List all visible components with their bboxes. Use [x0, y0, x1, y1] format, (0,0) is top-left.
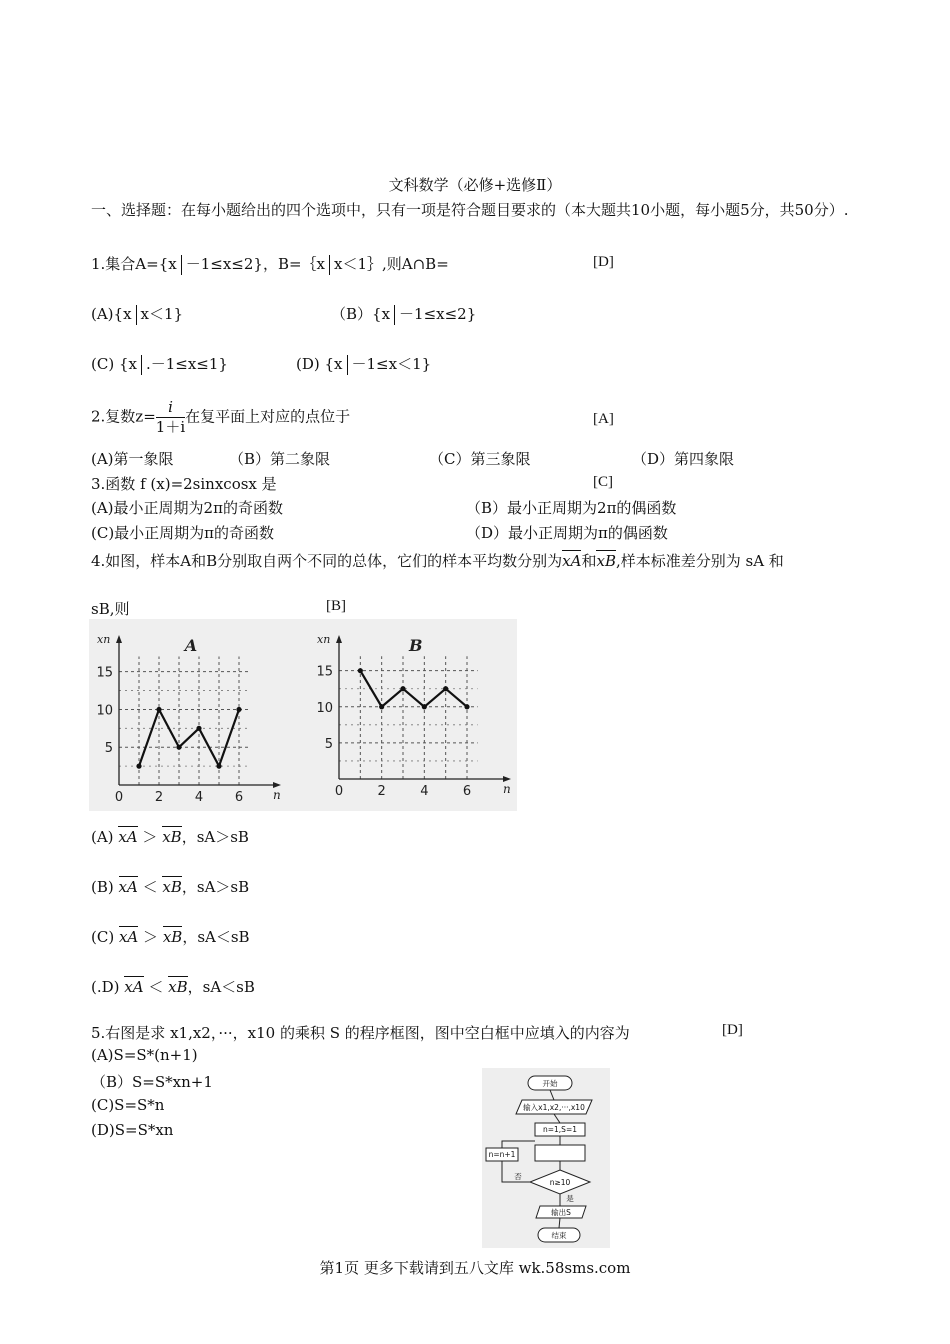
chart-a-y-tick-label: 10 [96, 703, 113, 719]
flow-output-label: 输出S [551, 1208, 571, 1217]
chart-b-y-tick-label: 10 [316, 700, 333, 716]
question-1-option-a: (A){x x＜1} [91, 305, 184, 323]
question-2-option-d: （D）第四象限 [632, 450, 735, 468]
chart-a-y-tick-label: 15 [96, 665, 113, 681]
flow-input-label: 输入x1,x2,···,x10 [523, 1103, 585, 1112]
charts-panel [89, 619, 517, 811]
question-4-option-c: (C) xA ＞ xB，sA＜sB [91, 928, 250, 946]
question-2-answer: [A] [593, 411, 614, 427]
question-2-stem: 2.复数z= $\frac{i}{1+i}$ 在复平面上对应的点位于 [91, 398, 351, 436]
question-4-stem-cont: sB,则 [91, 600, 130, 618]
flowchart-svg [482, 1068, 610, 1248]
flow-start-label: 开始 [542, 1079, 558, 1088]
question-3-option-d: （D）最小正周期为π的偶函数 [466, 524, 668, 542]
chart-b-point [400, 686, 405, 691]
question-3-option-a: (A)最小正周期为2π的奇函数 [91, 499, 283, 517]
page-footer: 第1页 更多下载请到五八文库 wk.58sms.com [319, 1259, 631, 1277]
question-5-stem: 5.右图是求 x1,x2，···，x10 的乘积 S 的程序框图，图中空白框中应填入的内容为 [91, 1024, 630, 1042]
chart-svg [89, 619, 517, 811]
chart-b-point [379, 704, 384, 709]
question-1-option-b: （B）{x －1≤x≤2} [331, 305, 477, 323]
chart-a-x-tick-label: 0 [114, 790, 124, 805]
chart-a-x-tick-label: 6 [234, 790, 244, 805]
chart-a-y-label: xn [97, 633, 111, 646]
question-5-option-b: （B）S=S*xn+1 [91, 1073, 213, 1091]
question-3-option-b: （B）最小正周期为2π的偶函数 [466, 499, 677, 517]
chart-a-point [216, 764, 221, 769]
question-5-option-c: (C)S=S*n [91, 1096, 165, 1114]
chart-a-point [176, 745, 181, 750]
question-2-option-c: （C）第三象限 [429, 450, 531, 468]
flow-increment-label: n=n+1 [488, 1150, 516, 1159]
chart-b-y-tick-label: 5 [324, 736, 333, 752]
question-3-option-c: (C)最小正周期为π的奇函数 [91, 524, 275, 542]
question-1-answer: [D] [593, 254, 614, 270]
chart-a-point [236, 707, 241, 712]
question-2-option-b: （B）第二象限 [229, 450, 331, 468]
chart-a-series-line [139, 709, 239, 766]
chart-b-x-tick-label: 6 [462, 784, 472, 799]
chart-b-x-tick-label: 2 [377, 784, 386, 799]
chart-b-x-tick-label: 0 [334, 784, 344, 799]
question-3-answer: [C] [593, 474, 613, 490]
chart-a-point [136, 764, 141, 769]
question-1-stem: 1.集合A={x －1≤x≤2}，B=｛x x＜1｝,则A∩B= [91, 255, 449, 273]
chart-a-title: A [184, 636, 198, 655]
question-5-answer: [D] [722, 1022, 743, 1038]
question-4-answer: [B] [326, 598, 346, 614]
question-4-option-d: (.D) xA ＜ xB，sA＜sB [91, 978, 255, 996]
chart-b-point [422, 704, 427, 709]
chart-a-point [196, 726, 201, 731]
flow-condition-label: n≥10 [549, 1178, 571, 1187]
question-5-option-d: (D)S=S*xn [91, 1121, 174, 1139]
chart-a-point [156, 707, 161, 712]
flow-init-label: n=1,S=1 [542, 1125, 578, 1134]
question-4-option-b: (B) xA ＜ xB，sA＞sB [91, 878, 250, 896]
question-4-option-a: (A) xA ＞ xB，sA＞sB [91, 828, 249, 846]
chart-b-y-label: xn [317, 633, 331, 646]
flow-end-label: 结束 [551, 1231, 567, 1240]
fraction: $\frac{i}{1+i}$ [155, 398, 186, 436]
flow-yes-label: 是 [566, 1194, 574, 1203]
chart-a-y-arrow [116, 635, 122, 643]
flowchart [482, 1068, 610, 1248]
question-1-option-d: (D) {x －1≤x＜1} [296, 355, 432, 373]
chart-b-y-arrow [336, 635, 342, 643]
page-title: 文科数学（必修+选修Ⅱ） [388, 176, 562, 194]
question-5-option-a: (A)S=S*(n+1) [91, 1046, 198, 1064]
chart-b-point [358, 668, 363, 673]
chart-b-title: B [409, 636, 423, 655]
chart-b-point [464, 704, 469, 709]
chart-a-x-tick-label: 4 [194, 790, 204, 805]
chart-a-x-tick-label: 2 [154, 790, 164, 805]
flow-blank-node [535, 1145, 585, 1161]
chart-a-y-tick-label: 5 [104, 741, 113, 757]
flow-no-label: 否 [514, 1172, 522, 1181]
question-2-option-a: (A)第一象限 [91, 450, 174, 468]
question-1-option-c: (C) {x .－1≤x≤1} [91, 355, 228, 373]
question-3-stem: 3.函数 f (x)=2sinxcosx 是 [91, 475, 277, 493]
section-instructions: 一、选择题：在每小题给出的四个选项中，只有一项是符合题目要求的（本大题共10小题，每小题5分，共50分）. [91, 201, 849, 219]
chart-b-x-tick-label: 4 [420, 784, 429, 799]
chart-b-x-label: n [503, 782, 511, 796]
chart-a-x-label: n [273, 788, 281, 802]
question-4-stem: 4.如图，样本A和B分别取自两个不同的总体，它们的样本平均数分别为xA和xB,样本标准差分别为 sA 和 [91, 552, 784, 570]
chart-b-point [443, 686, 448, 691]
chart-b-y-tick-label: 15 [316, 664, 333, 680]
